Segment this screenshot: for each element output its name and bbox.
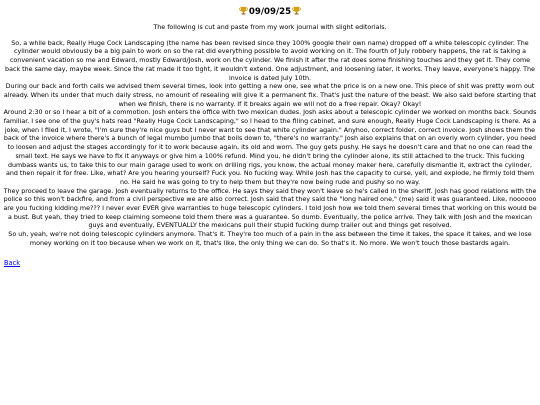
back-link[interactable]: Back bbox=[4, 258, 21, 267]
entry-date: 09/09/25 bbox=[248, 7, 292, 17]
journal-paragraph: Around 2:30 or so I hear a bit of a commotion. Josh enters the office with two mexican dudes. Josh asks about a telescopic cylinder we worked on months back. Sounds familiar. I see one of the guy's hats read "Really Huge Cock Landscaping," so I head to the filing cabinet, and sure enough, Really Huge Cock Landscaping is there. As a joke, when I filed it, I wrote, "I'm sure they're nice guys but I never want to see that white cylinder again." Anyhoo, correct folder, correct invoice. Josh shows them the back of the invoice where there's a bunch of legal mumbo jumbo that boils down to, "there's no warranty." Josh also explains that on an overly worn cylinder, you need to loosen and adjust the stages accordingly for it to work because again, its old and worn. The guy gets pushy. He says he doesn't care and that no one can read the small text. He says we have to fix it anyways or give him a 100% refund. Mind you, he didn't bring the cylinder alone, its still attached to the truck. This fucking dumbass wants us, to take this to our main garage used to work on drilling rigs, you know, the actual money maker here, carefully dismantle it, extract the cylinder, and then repair it for free. Like, what? Are you hearing yourself? Fuck you. No fucking way. While Josh has the capacity to curse, yell, and explode, he firmly told them no. He said he was going to try to help them but they're now being rude and pushy so no way. bbox=[3, 109, 537, 186]
entry-heading bbox=[3, 6, 537, 18]
journal-paragraph: They proceed to leave the garage. Josh eventually returns to the office. He says they said they won't leave so he's called in the sheriff. Josh has good relations with the police so this won't backfire, and from a civil perspective we are also correct. Josh said that they said the "long haired one," (me) said it was guaranteed. Like, noooooo are you fucking kidding me??? I never ever EVER give warranties to huge telescopic cylinders. I told Josh how we told them several times that working on this would be a bust. But yeah, they tried to keep claiming someone told them there was a guarantee. So dumb. Eventually, the police arrive. They talk with Josh and the mexican guys and eventually, EVENTUALLY the mexicans pull their stupid fucking dump trailer out and things get resolved. bbox=[3, 187, 537, 230]
journal-paragraph: During our back and forth calls we advised them several times, look into getting a new one, see what the price is on a new one. This piece of shit was pretty worn out already. When its under that much daily stress, no amount of resealing will give it a permanent fix. That's just the nature of the beast. We also said before starting that when we finish, there is no warranty. If it breaks again we will not do a free repair. Okay? Okay! bbox=[3, 83, 537, 108]
trophy-icon bbox=[292, 6, 301, 15]
journal-body bbox=[3, 40, 537, 249]
journal-paragraph: So uh, yeah, we're not doing telescopic cylinders anymore. That's it. They're too much of a pain in the ass between the time it takes, the space it takes, and we lose money working on it too because when we work on it, that's like, the only thing we can do. So that's it. No more. We won't touch those bastards again. bbox=[8, 231, 532, 247]
back-link-container bbox=[3, 259, 537, 268]
intro-text: The following is cut and paste from my work journal with slight editorials. bbox=[153, 24, 387, 31]
journal-paragraph: So, a while back, Really Huge Cock Landscaping (the name has been revised since they 100% google their own name) dropped off a white telescopic cylinder. The cylinder would obviously be a big pain to work on so the rat did everything possible to avoid working on it. The fourth of July robbery happens, the rat is taking a convenient vacation so me and Edward, mostly Edward/Josh, work on the cylinder. We finish it after the rat does some finishing touches and they get it. They come back the same day, maybe week. Since the rat made it too tight, it wouldn't extend. One adjustment, and loosening later, it works. They leave, everyone's happy. The invoice is dated July 10th. bbox=[5, 39, 535, 82]
trophy-icon bbox=[239, 6, 248, 15]
journal-page bbox=[3, 6, 537, 268]
